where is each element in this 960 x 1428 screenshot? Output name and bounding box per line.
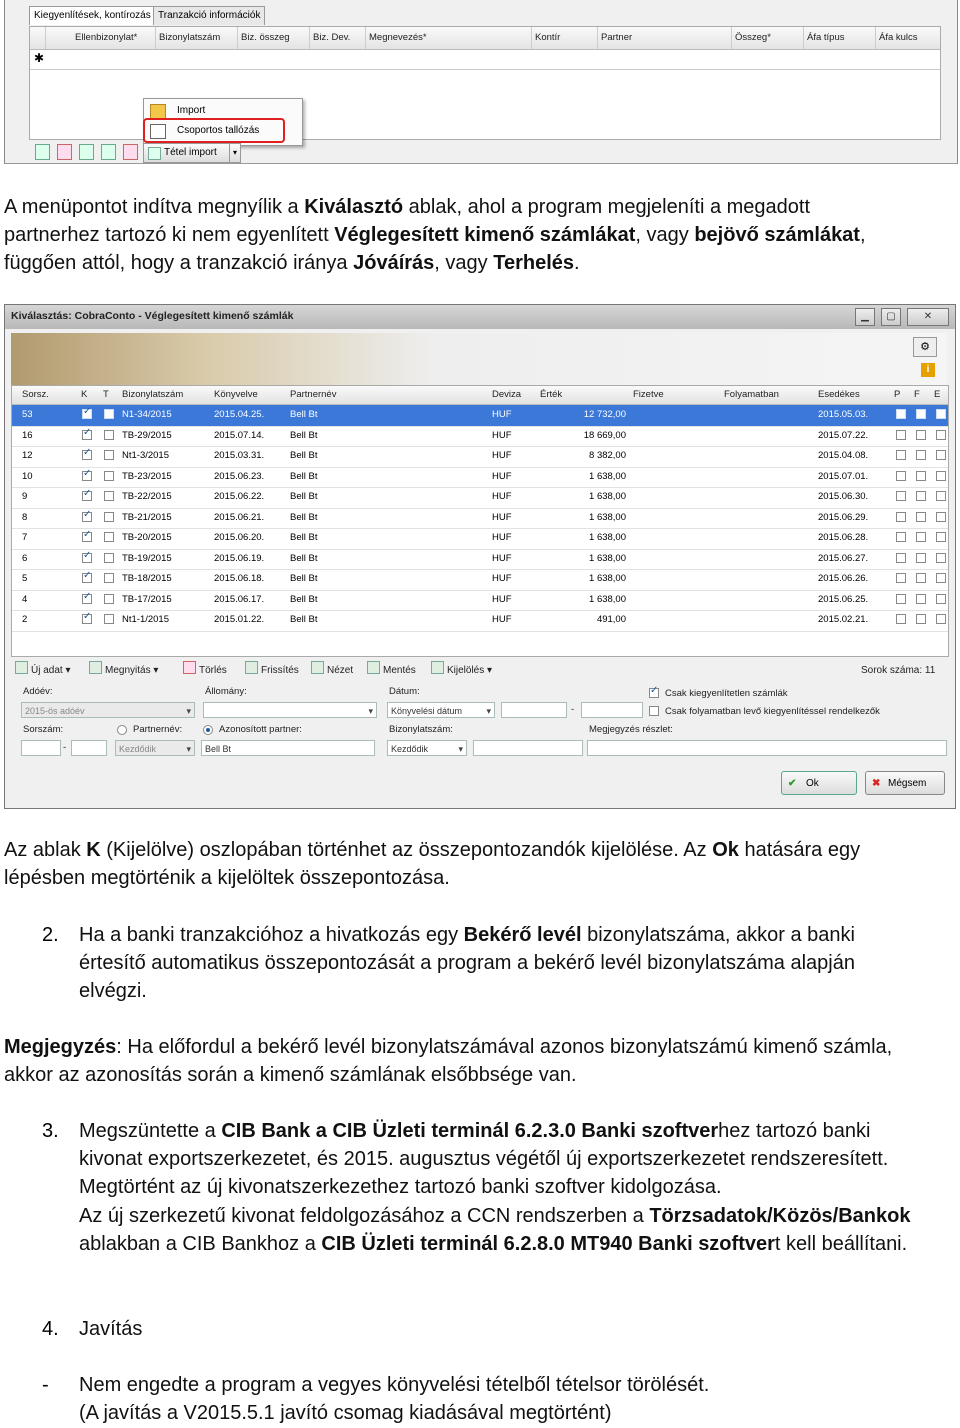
- selector-dialog: [4, 304, 956, 809]
- p-checkbox[interactable]: [896, 409, 906, 419]
- partner-match-select[interactable]: Kezdődik ▾: [115, 740, 195, 756]
- col-doc-number[interactable]: Bizonylatszám: [156, 27, 238, 49]
- col-account[interactable]: Kontír: [532, 27, 598, 49]
- cell-serial: 5: [22, 573, 28, 584]
- cell-currency: HUF: [492, 532, 512, 543]
- col-description[interactable]: Megnevezés*: [366, 27, 532, 49]
- k-column-line-1: Az ablak K (Kijelölve) oszlopában történhet az összepontozandók kijelölése. Az Ok hatására egy: [4, 839, 861, 861]
- e-checkbox[interactable]: [936, 430, 946, 440]
- cell-serial: 2: [22, 614, 28, 625]
- col-in-progress[interactable]: Folyamatban: [724, 389, 779, 400]
- cell-doc-number: TB-17/2015: [122, 593, 172, 605]
- cell-booked: 2015.06.19.: [214, 552, 265, 564]
- cell-doc-number: TB-21/2015: [122, 511, 172, 523]
- date-to-input[interactable]: [581, 702, 643, 718]
- cell-booked: 2015.06.21.: [214, 511, 265, 523]
- k-checkbox[interactable]: [82, 450, 92, 460]
- cell-partner: Bell Bt: [290, 552, 318, 564]
- cell-due: 2015.06.27.: [818, 552, 869, 564]
- p-checkbox[interactable]: [896, 614, 906, 624]
- cell-currency: HUF: [492, 552, 512, 564]
- save-icon: [367, 661, 380, 674]
- item-3-line-4: Az új szerkezetű kivonat feldolgozásához a CCN rendszerben a Törzsadatok/Közös/Bankok: [79, 1205, 911, 1227]
- note-line-1: Megjegyzés: Ha előfordul a bekérő levél bizonylatszámával azonos bizonylatszámú kimenő számla,: [4, 1036, 893, 1058]
- close-icon: ✖: [872, 778, 881, 789]
- date-type-select[interactable]: Könyvelési dátum ▾: [387, 702, 495, 718]
- year-select[interactable]: 2015-ös adóév ▾: [21, 702, 195, 718]
- table-row[interactable]: [12, 426, 948, 448]
- cell-currency: HUF: [492, 450, 512, 461]
- k-checkbox[interactable]: [82, 594, 92, 604]
- cell-currency: HUF: [492, 573, 512, 584]
- item-4-dash: -: [42, 1374, 49, 1396]
- col-t[interactable]: T: [103, 389, 109, 400]
- cell-value: 1 638,00: [589, 470, 626, 482]
- col-serial[interactable]: Sorsz.: [22, 389, 49, 400]
- dialog-toolbar: [11, 660, 947, 682]
- import-icon: [148, 147, 161, 160]
- cell-value: 18 669,00: [583, 429, 626, 441]
- p-checkbox[interactable]: [896, 594, 906, 604]
- delete-icon: [183, 661, 196, 674]
- cell-value: 8 382,00: [589, 450, 626, 461]
- t-checkbox[interactable]: [104, 614, 114, 624]
- t-checkbox[interactable]: [104, 430, 114, 440]
- cell-currency: HUF: [492, 491, 512, 502]
- cell-booked: 2015.01.22.: [214, 614, 265, 625]
- tab-transaction-info[interactable]: Tranzakció információk: [153, 6, 265, 25]
- cell-partner: Bell Bt: [290, 470, 318, 482]
- date-label: Dátum:: [389, 686, 420, 697]
- menu-item-group-browse[interactable]: Csoportos tallózás: [144, 121, 302, 141]
- refresh-button[interactable]: Frissítés: [245, 660, 299, 682]
- intro-line-3: függően attól, hogy a tranzakció iránya Jóváírás, vagy Terhelés.: [4, 252, 580, 274]
- f-checkbox[interactable]: [916, 553, 926, 563]
- cell-currency: HUF: [492, 511, 512, 523]
- t-checkbox[interactable]: [104, 450, 114, 460]
- year-label: Adóév:: [23, 686, 53, 697]
- date-from-input[interactable]: [501, 702, 567, 718]
- cell-value: 1 638,00: [589, 552, 626, 564]
- cell-doc-number: TB-29/2015: [122, 429, 172, 441]
- col-currency[interactable]: Deviza: [492, 389, 522, 400]
- col-vat-rate[interactable]: Áfa kulcs: [879, 32, 918, 43]
- cell-booked: 2015.06.20.: [214, 532, 265, 543]
- intro-line-2: partnerhez tartozó ki nem egyenlített Véglegesített kimenő számlákat, vagy bejövő számlákat,: [4, 224, 866, 246]
- col-k[interactable]: K: [81, 389, 88, 400]
- cell-partner: Bell Bt: [290, 593, 318, 605]
- k-column-line-2: lépésben megtörténik a kijelöltek összepontozása.: [4, 867, 450, 889]
- cell-currency: HUF: [492, 470, 512, 482]
- col-partner-name[interactable]: Partnernév: [290, 389, 337, 400]
- doc-number-input[interactable]: [473, 740, 583, 756]
- cell-currency: HUF: [492, 409, 512, 420]
- state-select[interactable]: [203, 702, 377, 718]
- open-button[interactable]: Megnyitás ▾: [89, 660, 158, 682]
- serial-range-dash: -: [63, 742, 67, 753]
- cell-doc-number: TB-23/2015: [122, 470, 172, 482]
- import-menu-screenshot: [4, 0, 958, 164]
- table-row[interactable]: [12, 610, 948, 632]
- item-3-line-1: Megszüntette a CIB Bank a CIB Üzleti terminál 6.2.3.0 Banki szoftverhez tartozó banki: [79, 1120, 871, 1142]
- cell-booked: 2015.06.18.: [214, 573, 265, 584]
- item-4-number: 4.: [42, 1318, 59, 1340]
- only-unpaid-label: Csak kiegyenlítetlen számlák: [665, 688, 788, 699]
- note-line-2: akkor az azonosítás során a kimenő számlának elsőbbsége van.: [4, 1064, 577, 1086]
- intro-line-1: A menüpontot indítva megnyílik a Kiválasztó ablak, ahol a program megjeleníti a megadott: [4, 196, 811, 218]
- view-button[interactable]: Nézet: [311, 660, 353, 682]
- cell-value: 1 638,00: [589, 573, 626, 584]
- item-2-line-3: elvégzi.: [79, 980, 147, 1002]
- cell-booked: 2015.07.14.: [214, 429, 265, 441]
- col-paid[interactable]: Fizetve: [633, 389, 664, 400]
- move-up-icon[interactable]: [79, 144, 94, 160]
- cell-serial: 8: [22, 511, 28, 523]
- doc-number-label: Bizonylatszám:: [389, 724, 453, 735]
- magnifier-icon: [311, 661, 324, 674]
- item-3-line-5: ablakban a CIB Bankhoz a CIB Üzleti terminál 6.2.8.0 MT940 Banki szoftvert kell beállítani.: [79, 1233, 908, 1255]
- table-row[interactable]: [12, 446, 948, 468]
- partner-name-radio[interactable]: [117, 725, 127, 735]
- item-3-number: 3.: [42, 1120, 59, 1142]
- item-4-line-1: Nem engedte a program a vegyes könyvelési tételből tételsor törölését.: [79, 1374, 710, 1396]
- only-in-progress-label: Csak folyamatban levő kiegyenlítéssel rendelkezők: [665, 706, 880, 717]
- f-checkbox[interactable]: [916, 409, 926, 419]
- item-4-title: Javítás: [79, 1318, 143, 1340]
- cell-serial: 10: [22, 470, 33, 482]
- cell-due: 2015.02.21.: [818, 614, 869, 625]
- cell-booked: 2015.06.22.: [214, 491, 265, 502]
- cell-currency: HUF: [492, 614, 512, 625]
- ok-button[interactable]: ✔ Ok: [781, 771, 857, 795]
- chevron-down-icon[interactable]: ▾: [229, 144, 240, 162]
- select-button[interactable]: Kijelölés ▾: [431, 660, 492, 682]
- cell-currency: HUF: [492, 429, 512, 441]
- col-partner[interactable]: Partner: [598, 27, 732, 49]
- col-doc-amount[interactable]: Biz. összeg: [238, 27, 310, 49]
- col-amount[interactable]: Összeg*: [732, 27, 804, 49]
- cell-value: 1 638,00: [589, 593, 626, 605]
- cell-booked: 2015.03.31.: [214, 450, 265, 461]
- cell-currency: HUF: [492, 593, 512, 605]
- cell-due: 2015.07.22.: [818, 429, 869, 441]
- invoice-grid: [11, 385, 949, 657]
- k-checkbox[interactable]: [82, 430, 92, 440]
- t-checkbox[interactable]: [104, 409, 114, 419]
- cell-serial: 16: [22, 429, 33, 441]
- partner-id-radio[interactable]: [203, 725, 213, 735]
- e-checkbox[interactable]: [936, 532, 946, 542]
- t-checkbox[interactable]: [104, 512, 114, 522]
- cell-partner: Bell Bt: [290, 491, 318, 502]
- item-3-line-3: Megtörtént az új kivonatszerkezethez tartozó banki szoftver kidolgozása.: [79, 1176, 722, 1198]
- screenshot-left-bar: [5, 0, 29, 163]
- e-checkbox[interactable]: [936, 491, 946, 501]
- note-input[interactable]: [587, 740, 947, 756]
- e-checkbox[interactable]: [936, 512, 946, 522]
- cell-due: 2015.06.30.: [818, 491, 869, 502]
- table-row[interactable]: [12, 508, 948, 530]
- cell-serial: 12: [22, 450, 33, 461]
- cancel-button[interactable]: ✖ Mégsem: [865, 771, 945, 795]
- cell-due: 2015.06.25.: [818, 593, 869, 605]
- f-checkbox[interactable]: [916, 471, 926, 481]
- partner-input[interactable]: Bell Bt: [201, 740, 375, 756]
- info-icon[interactable]: i: [921, 363, 935, 377]
- p-checkbox[interactable]: [896, 491, 906, 501]
- entry-grid-header: [30, 27, 940, 50]
- table-row[interactable]: [12, 528, 948, 550]
- highlight-frame: [143, 118, 285, 143]
- f-checkbox[interactable]: [916, 512, 926, 522]
- doc-match-select[interactable]: Kezdődik ▾: [387, 740, 467, 756]
- f-checkbox[interactable]: [916, 491, 926, 501]
- item-4-line-2: (A javítás a V2015.5.1 javító csomag kiadásával megtörtént): [79, 1402, 612, 1424]
- cell-partner: Bell Bt: [290, 409, 318, 420]
- dialog-banner: [11, 333, 947, 385]
- only-unpaid-checkbox[interactable]: [649, 688, 659, 698]
- cell-doc-number: Nt1-3/2015: [122, 450, 170, 461]
- cell-value: 1 638,00: [589, 532, 626, 543]
- t-checkbox[interactable]: [104, 471, 114, 481]
- col-f[interactable]: F: [914, 389, 920, 400]
- e-checkbox[interactable]: [936, 450, 946, 460]
- p-checkbox[interactable]: [896, 430, 906, 440]
- e-checkbox[interactable]: [936, 614, 946, 624]
- cell-due: 2015.07.01.: [818, 470, 869, 482]
- k-checkbox[interactable]: [82, 614, 92, 624]
- f-checkbox[interactable]: [916, 532, 926, 542]
- k-checkbox[interactable]: [82, 471, 92, 481]
- item-2-line-2: értesítő automatikus összepontozását a program a bekérő levél bizonylatszáma alapján: [79, 952, 855, 974]
- col-counter-doc[interactable]: Ellenbizonylat*: [72, 27, 156, 49]
- delete-button[interactable]: Törlés: [183, 660, 227, 682]
- cell-serial: 6: [22, 552, 28, 564]
- serial-label: Sorszám:: [23, 724, 64, 735]
- maximize-icon[interactable]: ▢: [881, 308, 901, 326]
- f-checkbox[interactable]: [916, 614, 926, 624]
- table-row[interactable]: [12, 590, 948, 612]
- menu-item-import[interactable]: Import: [144, 101, 302, 121]
- cell-doc-number: TB-20/2015: [122, 532, 172, 543]
- table-row[interactable]: [12, 467, 948, 489]
- cell-booked: 2015.04.25.: [214, 409, 265, 420]
- col-doc-currency[interactable]: Biz. Dev.: [310, 27, 366, 49]
- item-2-number: 2.: [42, 924, 59, 946]
- cell-due: 2015.06.28.: [818, 532, 869, 543]
- new-row[interactable]: [30, 49, 940, 70]
- t-checkbox[interactable]: [104, 491, 114, 501]
- t-checkbox[interactable]: [104, 573, 114, 583]
- e-checkbox[interactable]: [936, 594, 946, 604]
- k-checkbox[interactable]: [82, 512, 92, 522]
- save-button[interactable]: Mentés: [367, 660, 416, 682]
- cell-doc-number: TB-22/2015: [122, 491, 172, 502]
- date-range-dash: -: [571, 704, 575, 715]
- t-checkbox[interactable]: [104, 594, 114, 604]
- cell-serial: 9: [22, 491, 28, 502]
- tab-settlements[interactable]: Kiegyenlítések, kontírozás: [29, 6, 156, 25]
- folder-icon: [150, 104, 166, 119]
- cell-booked: 2015.06.23.: [214, 470, 265, 482]
- gear-icon[interactable]: ⚙: [913, 337, 937, 357]
- clear-icon[interactable]: [123, 144, 138, 160]
- p-checkbox[interactable]: [896, 450, 906, 460]
- p-checkbox[interactable]: [896, 512, 906, 522]
- item-2-line-1: Ha a banki tranzakcióhoz a hivatkozás egy Bekérő levél bizonylatszáma, akkor a banki: [79, 924, 855, 946]
- row-count: Sorok száma: 11: [861, 665, 936, 676]
- check-icon: ✔: [788, 778, 797, 789]
- table-row[interactable]: [12, 487, 948, 509]
- note-label: Megjegyzés részlet:: [589, 724, 673, 735]
- p-checkbox[interactable]: [896, 471, 906, 481]
- table-row[interactable]: [12, 569, 948, 591]
- e-checkbox[interactable]: [936, 573, 946, 583]
- p-checkbox[interactable]: [896, 553, 906, 563]
- cell-partner: Bell Bt: [290, 450, 318, 461]
- col-value[interactable]: Érték: [540, 389, 563, 400]
- cell-partner: Bell Bt: [290, 429, 318, 441]
- minimize-icon[interactable]: ▁: [855, 308, 875, 326]
- only-in-progress-checkbox[interactable]: [649, 706, 659, 716]
- partner-name-label: Partnernév:: [133, 724, 183, 735]
- k-checkbox[interactable]: [82, 573, 92, 583]
- cell-due: 2015.06.29.: [818, 511, 869, 523]
- f-checkbox[interactable]: [916, 573, 926, 583]
- cell-due: 2015.06.26.: [818, 573, 869, 584]
- k-checkbox[interactable]: [82, 532, 92, 542]
- add-row-icon[interactable]: [35, 144, 50, 160]
- table-row[interactable]: [12, 405, 948, 427]
- refresh-icon: [245, 661, 258, 674]
- cell-value: 1 638,00: [589, 491, 626, 502]
- cell-due: 2015.05.03.: [818, 409, 869, 420]
- e-checkbox[interactable]: [936, 409, 946, 419]
- move-down-icon[interactable]: [101, 144, 116, 160]
- k-checkbox[interactable]: [82, 553, 92, 563]
- cell-doc-number: N1-34/2015: [122, 409, 172, 420]
- serial-from-input[interactable]: [21, 740, 61, 756]
- partner-id-label: Azonosított partner:: [219, 724, 302, 735]
- col-due[interactable]: Esedékes: [818, 389, 860, 400]
- item-import-button[interactable]: Tétel import ▾: [143, 143, 241, 163]
- cell-value: 491,00: [596, 614, 626, 625]
- new-button[interactable]: Új adat ▾: [15, 660, 71, 682]
- k-checkbox[interactable]: [82, 409, 92, 419]
- item-3-line-2: kivonat exportszerkezetet, és 2015. augusztus végétől új exportszerkezetet rendszeresített.: [79, 1148, 889, 1170]
- col-doc-number[interactable]: Bizonylatszám: [122, 389, 184, 400]
- col-booked[interactable]: Könyvelve: [214, 389, 258, 400]
- cell-booked: 2015.06.17.: [214, 593, 265, 605]
- k-checkbox[interactable]: [82, 491, 92, 501]
- col-e[interactable]: E: [934, 389, 941, 400]
- cell-partner: Bell Bt: [290, 532, 318, 543]
- f-checkbox[interactable]: [916, 450, 926, 460]
- p-checkbox[interactable]: [896, 573, 906, 583]
- col-p[interactable]: P: [894, 389, 901, 400]
- cell-doc-number: TB-18/2015: [122, 573, 172, 584]
- new-icon: [15, 661, 28, 674]
- cell-serial: 53: [22, 409, 33, 420]
- cell-doc-number: TB-19/2015: [122, 552, 172, 564]
- cell-serial: 4: [22, 593, 28, 605]
- cell-doc-number: Nt1-1/2015: [122, 614, 170, 625]
- open-icon: [89, 661, 102, 674]
- cell-serial: 7: [22, 532, 28, 543]
- state-label: Állomány:: [205, 686, 247, 697]
- col-vat-type[interactable]: Áfa típus: [804, 27, 876, 49]
- cell-due: 2015.04.08.: [818, 450, 869, 461]
- table-row[interactable]: [12, 549, 948, 571]
- checkbox-icon: [431, 661, 444, 674]
- dialog-title: Kiválasztás: CobraConto - Véglegesített kimenő számlák: [11, 310, 294, 322]
- f-checkbox[interactable]: [916, 430, 926, 440]
- invoice-grid-header: [12, 386, 948, 405]
- cell-value: 12 732,00: [583, 409, 626, 420]
- cell-partner: Bell Bt: [290, 511, 318, 523]
- dialog-titlebar: [5, 305, 955, 329]
- cell-value: 1 638,00: [589, 511, 626, 523]
- t-checkbox[interactable]: [104, 553, 114, 563]
- f-checkbox[interactable]: [916, 594, 926, 604]
- delete-row-icon[interactable]: [57, 144, 72, 160]
- serial-to-input[interactable]: [71, 740, 107, 756]
- cell-partner: Bell Bt: [290, 614, 318, 625]
- e-checkbox[interactable]: [936, 471, 946, 481]
- close-icon[interactable]: ✕: [907, 308, 949, 326]
- p-checkbox[interactable]: [896, 532, 906, 542]
- cell-partner: Bell Bt: [290, 573, 318, 584]
- new-row-marker: ✱: [34, 51, 45, 65]
- e-checkbox[interactable]: [936, 553, 946, 563]
- t-checkbox[interactable]: [104, 532, 114, 542]
